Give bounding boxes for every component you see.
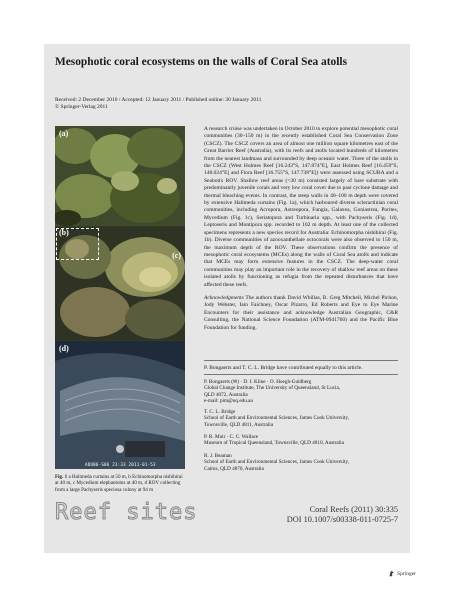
body-paragraph: A research cruise was undertaken in October 2010 to explore potential mesophotic coral communities (30–150 m) in the recently established Coral Sea Conservation Zone (CSCZ). The CSCZ covers an area of almost one million square kilometres east of the Great Barrier Reef (Australia), with its reefs and atolls located hundreds of kilometres from the nearest landmass and surrounded by deep oceanic water. Three of the atolls in the CSCZ (West Holmes Reef [16.243°S, 147.874°E], East Holmes Reef [16.459°S, 148.024°E] and Flora Reef [16.755°S, 147.738°E]) were assessed using SCUBA and a Seabotix ROV. Shallow reef areas (<30 m) consisted largely of bare substrate with predominantly juvenile corals and very low coral cover due to past cyclone damage and thermal bleaching events. In contrast, the steep walls in 40–100 m depth were covered by extensive Halimeda curtains (Fig. 1a), which harboured diverse scleractinian coral communities, including Acropora, Astreopora, Fungia, Galaxea, Goniastrea, Porites, Mycedium (Fig. 1c), Seriatopora and Turbinaria spp., with Pachyseris (Fig. 1d), Leptoseris and Montipora spp. recorded to 102 m depth. At least one of the collected specimens represents a new species record for Australia: Echinomorpha nishihirai (Fig. 1b). Diverse communities of azooxanthellate octocorals were also observed to 150 m, the maximum depth of the ROV. These observations confirm the presence of mesophotic coral ecosystems (MCEs) along the walls of Coral Sea atolls and indicate that MCEs may form extensive features in the CSCZ. The deep-water coral communities may play an important role in the recovery of shallow reef areas on these isolated atolls by functioning as refugia from the repeated disturbances that have affected these reefs. bbox=[204, 126, 398, 288]
affiliation-authors: P. Bongaerts (✉) · D. I. Kline · O. Hoegh-Guldberg bbox=[204, 379, 312, 385]
affiliation-line: Cairns, QLD 4870, Australia bbox=[204, 465, 264, 472]
affiliation-line: Global Change Institute, The University of Queensland, St Lucia, bbox=[204, 385, 341, 392]
springer-logo-icon bbox=[388, 570, 395, 577]
acknowledgments bbox=[204, 295, 398, 332]
figure-caption bbox=[55, 474, 185, 493]
section-title: Reef sites bbox=[55, 500, 198, 525]
figure-panel-bc bbox=[55, 227, 185, 340]
affiliation-line: Townsville, QLD 4811, Australia bbox=[204, 421, 274, 428]
divider bbox=[204, 360, 398, 361]
divider bbox=[204, 374, 398, 375]
affiliation-4 bbox=[204, 453, 398, 472]
figure-label-d: (d) bbox=[59, 344, 69, 353]
affiliation-authors: T. C. L. Bridge bbox=[204, 409, 236, 415]
affiliation-line: School of Earth and Environmental Sciences, James Cook University, bbox=[204, 459, 349, 466]
doi: DOI 10.1007/s00338-011-0725-7 bbox=[286, 515, 398, 524]
article-body bbox=[204, 126, 398, 338]
contribution-note: P. Bongaerts and T. C. L. Bridge have contributed equally to this article. bbox=[204, 365, 363, 371]
article-copyright: © Springer-Verlag 2011 bbox=[55, 104, 108, 110]
figure-panel-a bbox=[55, 126, 185, 226]
affiliation-1 bbox=[204, 379, 398, 405]
figure-panel-d bbox=[55, 341, 185, 469]
caption-text: a Halimeda curtains at 50 m, b Echinomorpha nishihirai at 40 m, c Mycedium elephantotus at 40 m, d ROV collecting from a large Pachyseris speciosa colony at 94 m bbox=[55, 474, 183, 493]
affiliation-email: e-mail: pim@uq.edu.au bbox=[204, 398, 254, 405]
figure-label-a: (a) bbox=[59, 129, 69, 138]
ack-text: The authors thank David Whillas, B. Greg Mitchell, Michel Pichon, Jody Webster, Iain Faichney, Oscar Pizarro, Ed Roberts and Eye to Eye Marine Encounters for their assistance and acknowledge Australian Geographic, C&R Consulting, the National Science Foundation (ATM-0941760) and the Pacific Blue Foundation for funding. bbox=[204, 294, 398, 331]
affiliation-authors: R. J. Beaman bbox=[204, 453, 232, 459]
ack-label: Acknowledgments bbox=[204, 294, 244, 301]
caption-label: Fig. 1 bbox=[55, 474, 68, 480]
rov-timestamp: ADU06-S06 23:33 2011-01-53 bbox=[85, 462, 156, 467]
article-meta bbox=[55, 97, 261, 111]
affiliation-2 bbox=[204, 409, 398, 428]
journal-reference: Coral Reefs (2011) 30:335 bbox=[309, 505, 398, 514]
figure-label-c: (c) bbox=[172, 251, 181, 260]
affiliation-line: School of Earth and Environmental Sciences, James Cook University, bbox=[204, 415, 349, 422]
publisher-mark bbox=[388, 570, 416, 577]
affiliation-authors: P. R. Muir · C. C. Wallace bbox=[204, 434, 259, 440]
figure-label-b: (b) bbox=[59, 228, 69, 237]
article-dates: Received: 2 December 2010 / Accepted: 12 January 2011 / Published online: 30 January 2011 bbox=[55, 97, 262, 103]
figure-1 bbox=[55, 126, 185, 469]
publisher-name: Springer bbox=[397, 570, 416, 577]
affiliation-3 bbox=[204, 434, 398, 447]
article-title: Mesophotic coral ecosystems on the walls of Coral Sea atolls bbox=[55, 56, 348, 68]
affiliation-line: QLD 4072, Australia bbox=[204, 391, 248, 398]
affiliation-line: Museum of Tropical Queensland, Townsville, QLD 4810, Australia bbox=[204, 440, 344, 447]
journal-citation bbox=[287, 505, 398, 525]
